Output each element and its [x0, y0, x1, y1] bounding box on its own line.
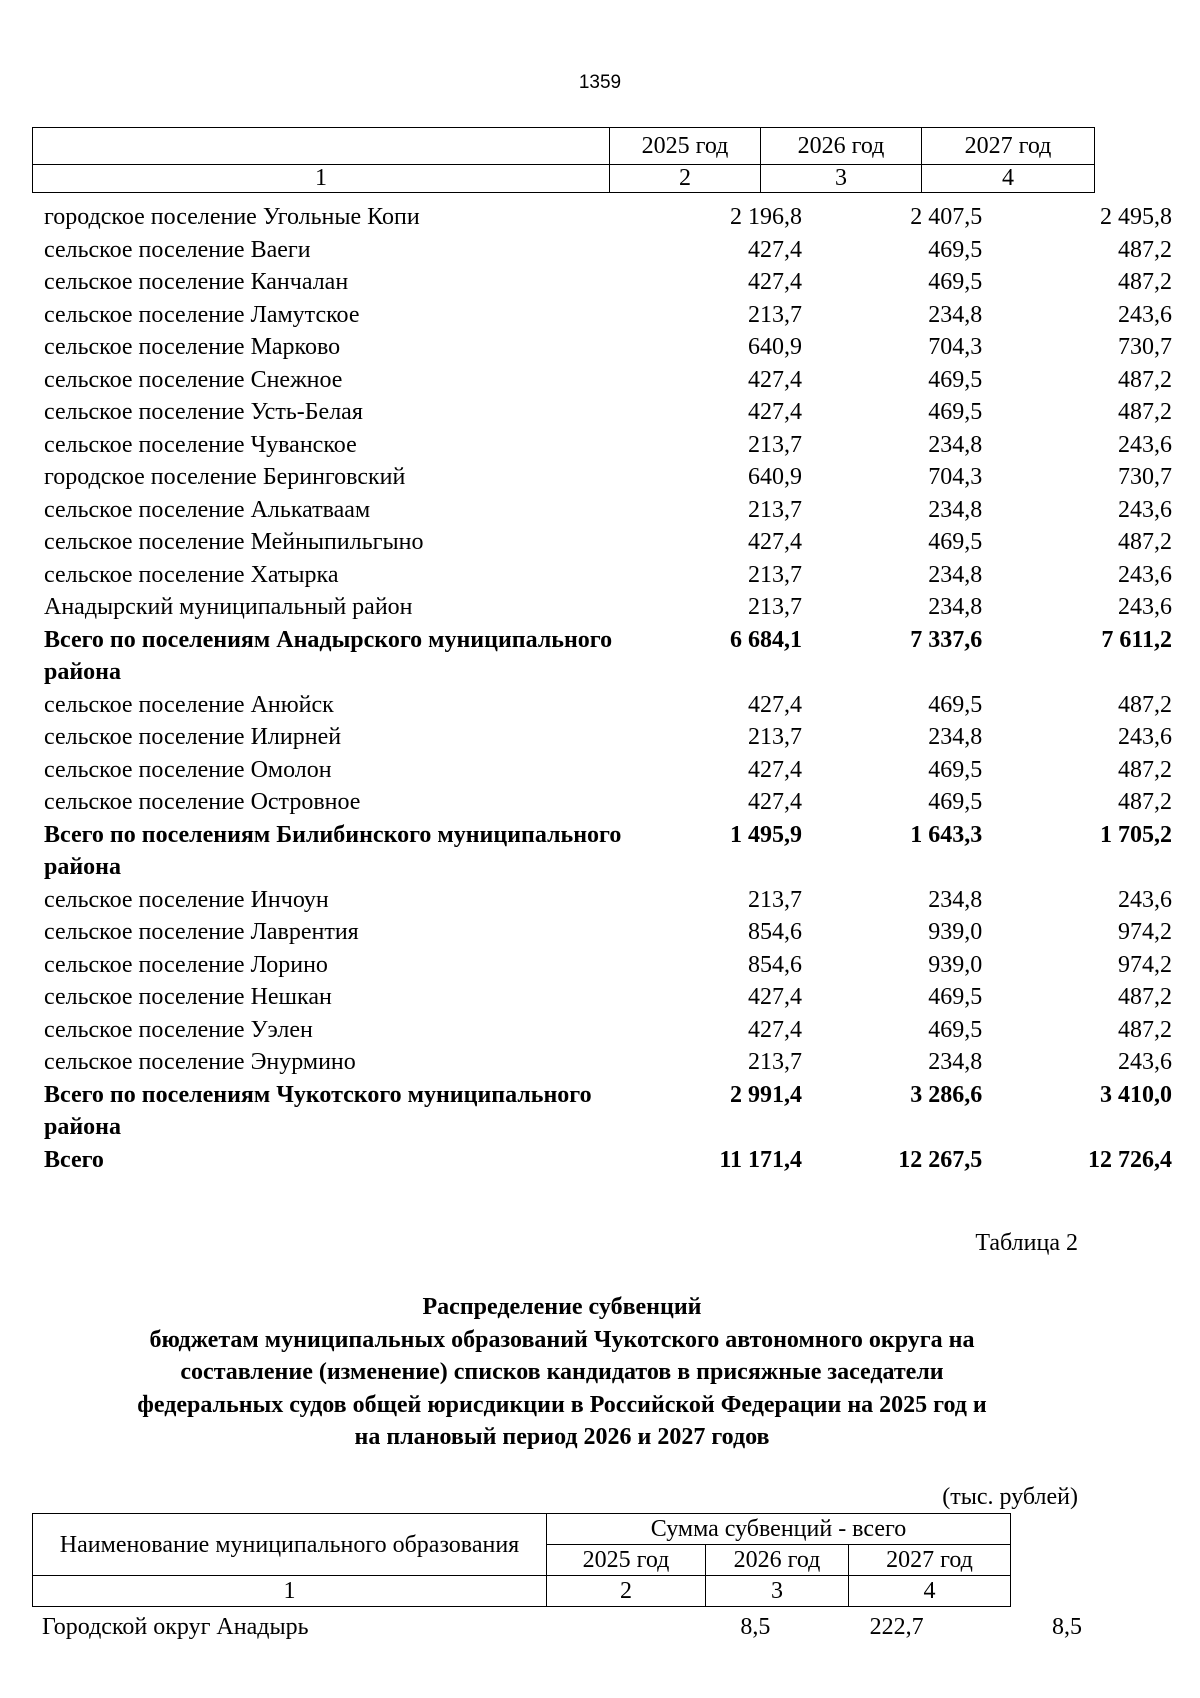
row-value-2025: 427,4: [748, 366, 803, 393]
table2-header-sum: Сумма субвенций - всего: [547, 1514, 1011, 1545]
row-value-2025: 1 495,9: [730, 821, 803, 848]
row-value-2026: 12 267,5: [898, 1146, 983, 1173]
row-name: сельское поселение Энурмино: [44, 1049, 356, 1075]
row-value-2025: 213,7: [748, 886, 803, 913]
table1-header: [32, 127, 1095, 193]
row-value-2026: 469,5: [928, 789, 983, 815]
row-value-2025: 640,9: [748, 464, 803, 490]
row-value-2027: 487,2: [1118, 984, 1172, 1010]
row-name: сельское поселение Островное: [44, 789, 361, 815]
row-name: сельское поселение Лорино: [44, 951, 328, 978]
row-value-2027: 243,6: [1118, 431, 1172, 458]
table1-colnum-1: 1: [33, 165, 610, 193]
table-row: [42, 721, 1172, 754]
row-name: сельское поселение Инчоун: [44, 886, 329, 913]
row-value-2026: 234,8: [928, 561, 983, 588]
table-total-row: [42, 819, 1172, 884]
row-value-2026: 469,5: [928, 984, 983, 1010]
row-value-2026: 234,8: [928, 496, 983, 523]
row-value-2026: 469,5: [928, 269, 983, 295]
row-value-2025: 6 684,1: [730, 626, 803, 653]
table-row: [42, 884, 1172, 917]
table1-body: [42, 201, 1172, 1176]
row-value-2025: 854,6: [748, 951, 803, 978]
row-name: Всего по поселениям Билибинского муниципального района: [44, 821, 622, 880]
row-value-2027: 487,2: [1118, 236, 1172, 263]
row-value-2027: 243,6: [1118, 301, 1172, 328]
table-row: [42, 201, 1172, 234]
row-value-2027: 12 726,4: [1088, 1146, 1172, 1173]
row-name: сельское поселение Усть-Белая: [44, 399, 363, 425]
table-row: [42, 559, 1172, 592]
table-row: [42, 1046, 1172, 1079]
row-value-2025: 213,7: [748, 594, 803, 620]
row-value-2026: 7 337,6: [910, 626, 983, 653]
table1-colnum-4: 4: [922, 165, 1095, 193]
row-value-2025: 427,4: [748, 399, 803, 425]
row-name: сельское поселение Марково: [44, 334, 341, 360]
row-value-2025: 427,4: [748, 756, 803, 783]
row-name: сельское поселение Илирней: [44, 724, 342, 750]
table-row: [42, 591, 1172, 624]
table-row: [42, 234, 1172, 267]
row-value-2025: 854,6: [748, 919, 803, 945]
row-name: городское поселение Угольные Копи: [44, 204, 420, 230]
row-value-2025: 427,4: [748, 789, 803, 815]
row-value-2026: 704,3: [928, 334, 983, 360]
row-name: Анадырский муниципальный район: [44, 594, 413, 620]
row-name: сельское поселение Канчалан: [44, 269, 349, 295]
row-value-2025: 213,7: [748, 431, 803, 458]
table2-header-year-2026: 2026 год: [706, 1545, 849, 1576]
row-value-2026: 222,7: [869, 1614, 924, 1640]
row-value-2026: 2 407,5: [910, 204, 983, 230]
row-value-2027: 487,2: [1118, 756, 1172, 783]
row-value-2027: 243,6: [1118, 724, 1172, 750]
table-total-row: [42, 624, 1172, 689]
row-name: сельское поселение Омолон: [44, 756, 332, 783]
row-value-2027: 7 611,2: [1101, 626, 1172, 653]
row-name: Всего по поселениям Чукотского муниципального района: [44, 1081, 592, 1140]
row-name: сельское поселение Нешкан: [44, 984, 332, 1010]
table-total-row: [42, 1079, 1172, 1144]
row-value-2027: 243,6: [1118, 561, 1172, 588]
row-name: сельское поселение Хатырка: [44, 561, 339, 588]
row-value-2025: 427,4: [748, 691, 803, 718]
page-number: 1359: [578, 72, 622, 93]
row-value-2027: 487,2: [1118, 269, 1172, 295]
table-row: [42, 689, 1172, 722]
row-value-2025: 11 171,4: [719, 1146, 803, 1173]
table-row: [42, 299, 1172, 332]
table2-colnum-1: 1: [33, 1576, 547, 1607]
table2-title: [42, 1291, 1082, 1454]
row-value-2027: 974,2: [1118, 919, 1172, 945]
row-name: Городской округ Анадырь: [42, 1614, 309, 1640]
table-row: [42, 266, 1172, 299]
row-value-2026: 469,5: [928, 1016, 983, 1043]
row-value-2027: 8,5: [1052, 1614, 1082, 1640]
row-value-2027: 487,2: [1118, 529, 1172, 555]
row-value-2026: 469,5: [928, 236, 983, 263]
row-name: сельское поселение Снежное: [44, 366, 343, 393]
table-row: [42, 786, 1172, 819]
row-name: сельское поселение Лаврентия: [44, 919, 359, 945]
row-value-2026: 234,8: [928, 594, 983, 620]
row-value-2025: 640,9: [748, 334, 803, 360]
table1-header-blank-cell: [33, 128, 610, 165]
table-row: [42, 916, 1172, 949]
table-row: [42, 396, 1172, 429]
table-row: [42, 461, 1172, 494]
row-value-2026: 3 286,6: [910, 1081, 983, 1108]
table1-header-year-2026: 2026 год: [761, 128, 922, 165]
row-value-2027: 243,6: [1118, 1049, 1172, 1075]
row-name: сельское поселение Ваеги: [44, 236, 311, 263]
table2-header: [32, 1513, 1011, 1607]
row-value-2027: 243,6: [1118, 886, 1172, 913]
row-value-2025: 213,7: [748, 724, 803, 750]
row-value-2026: 469,5: [928, 399, 983, 425]
row-value-2025: 427,4: [748, 236, 803, 263]
row-value-2025: 427,4: [748, 529, 803, 555]
row-name: Всего: [44, 1146, 104, 1173]
row-value-2026: 234,8: [928, 724, 983, 750]
row-name: сельское поселение Мейныпильгыно: [44, 529, 424, 555]
row-name: сельское поселение Чуванское: [44, 431, 357, 458]
row-name: сельское поселение Анюйск: [44, 691, 334, 718]
row-value-2027: 243,6: [1118, 496, 1172, 523]
row-value-2025: 213,7: [748, 496, 803, 523]
row-value-2026: 234,8: [928, 886, 983, 913]
row-value-2025: 427,4: [748, 984, 803, 1010]
row-name: сельское поселение Алькатваам: [44, 496, 371, 523]
table2-colnum-2: 2: [547, 1576, 706, 1607]
table2-title-line: составление (изменение) списков кандидатов в присяжные заседатели: [180, 1359, 944, 1385]
row-value-2025: 213,7: [748, 301, 803, 328]
row-value-2026: 939,0: [928, 919, 983, 945]
table1-colnum-3: 3: [761, 165, 922, 193]
row-value-2025: 2 196,8: [730, 204, 803, 230]
row-value-2027: 243,6: [1118, 594, 1172, 620]
row-value-2026: 234,8: [928, 431, 983, 458]
row-value-2027: 487,2: [1118, 366, 1172, 393]
row-value-2025: 213,7: [748, 561, 803, 588]
row-value-2027: 730,7: [1118, 334, 1172, 360]
row-value-2026: 234,8: [928, 301, 983, 328]
table-row: [42, 331, 1172, 364]
table2-colnum-4: 4: [849, 1576, 1011, 1607]
row-value-2027: 487,2: [1118, 691, 1172, 718]
table2-header-name: Наименование муниципального образования: [33, 1514, 547, 1576]
row-value-2025: 427,4: [748, 1016, 803, 1043]
row-value-2027: 730,7: [1118, 464, 1172, 490]
row-value-2025: 8,5: [740, 1614, 771, 1640]
table-row: [42, 429, 1172, 462]
table-row: [42, 494, 1172, 527]
table-row: [42, 526, 1172, 559]
table-row: [42, 949, 1172, 982]
table-row: [42, 981, 1172, 1014]
row-name: сельское поселение Ламутское: [44, 301, 360, 328]
table1-header-year-2027: 2027 год: [922, 128, 1095, 165]
row-value-2027: 1 705,2: [1100, 821, 1172, 848]
table-row: [42, 1611, 1082, 1643]
row-value-2026: 469,5: [928, 756, 983, 783]
row-name: сельское поселение Уэлен: [44, 1016, 313, 1043]
row-value-2025: 427,4: [748, 269, 803, 295]
row-value-2027: 487,2: [1118, 789, 1172, 815]
row-value-2027: 3 410,0: [1100, 1081, 1172, 1108]
table2-title-line: на плановый период 2026 и 2027 годов: [354, 1424, 770, 1450]
table-row: [42, 754, 1172, 787]
table1-header-year-2025: 2025 год: [610, 128, 761, 165]
table2-title-line: федеральных судов общей юрисдикции в Российской Федерации на 2025 год и: [137, 1391, 987, 1418]
row-value-2026: 469,5: [928, 366, 983, 393]
table2-colnum-3: 3: [706, 1576, 849, 1607]
row-value-2027: 487,2: [1118, 1016, 1172, 1043]
row-value-2027: 487,2: [1118, 399, 1172, 425]
table1-colnum-2: 2: [610, 165, 761, 193]
row-value-2026: 1 643,3: [910, 821, 983, 848]
row-value-2025: 213,7: [748, 1049, 803, 1075]
table2-title-line: Распределение субвенций: [422, 1294, 702, 1320]
row-value-2026: 234,8: [928, 1049, 983, 1075]
table2-units: (тыс. рублей): [942, 1484, 1078, 1510]
row-value-2026: 704,3: [928, 464, 983, 490]
table2-title-line: бюджетам муниципальных образований Чукотского автономного округа на: [149, 1326, 975, 1353]
row-value-2027: 974,2: [1118, 951, 1172, 978]
row-value-2026: 469,5: [928, 529, 983, 555]
table-row: [42, 1014, 1172, 1047]
row-value-2026: 469,5: [928, 691, 983, 718]
table-row: [42, 364, 1172, 397]
table2-header-year-2027: 2027 год: [849, 1545, 1011, 1576]
row-name: Всего по поселениям Анадырского муниципального района: [44, 626, 613, 685]
table-total-row: [42, 1144, 1172, 1177]
row-value-2025: 2 991,4: [730, 1081, 803, 1108]
row-value-2027: 2 495,8: [1100, 204, 1172, 230]
table2-label: Таблица 2: [975, 1230, 1078, 1256]
row-value-2026: 939,0: [928, 951, 983, 978]
table2-body: [42, 1611, 1082, 1643]
table2-header-year-2025: 2025 год: [547, 1545, 706, 1576]
row-name: городское поселение Беринговский: [44, 464, 406, 490]
